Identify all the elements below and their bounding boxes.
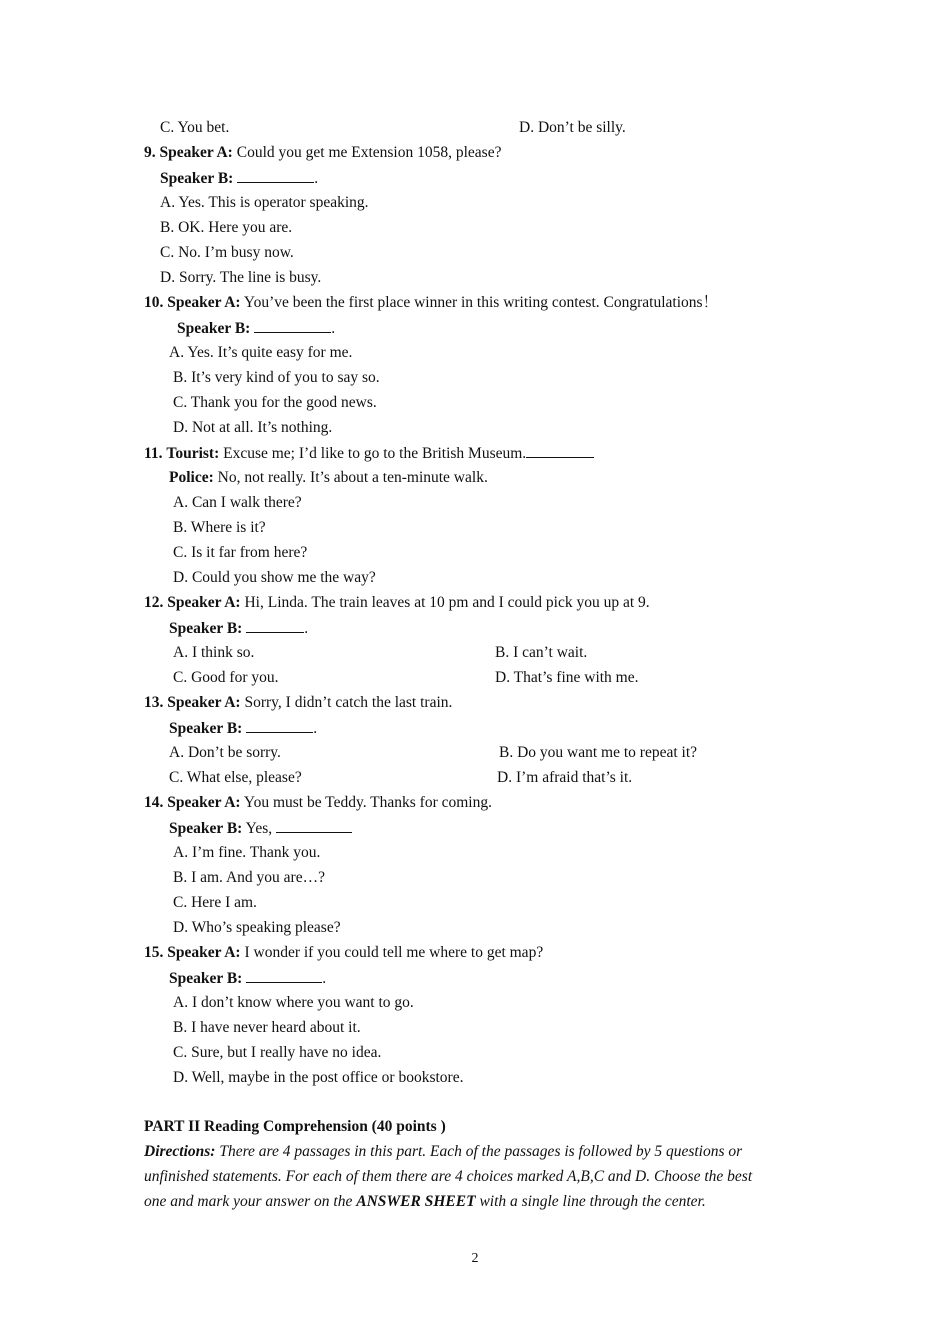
q11-police-label: Police: <box>169 469 214 486</box>
q10-option-b: B. It’s very kind of you to say so. <box>173 369 380 386</box>
q15-speaker-a-label: Speaker A: <box>167 944 241 961</box>
q11-answer-blank <box>526 443 594 458</box>
q12-option-c: C. Good for you. <box>173 669 279 686</box>
q11-police-text: No, not really. It’s about a ten-minute walk. <box>217 469 488 486</box>
q15-response <box>169 968 326 989</box>
q15-option-d: D. Well, maybe in the post office or bookstore. <box>173 1069 464 1086</box>
q14-response <box>169 818 352 839</box>
q11-tourist-text: Excuse me; I’d like to go to the British Museum. <box>223 445 527 462</box>
q10-option-a: A. Yes. It’s quite easy for me. <box>169 344 353 361</box>
q13-option-d: D. I’m afraid that’s it. <box>497 769 633 786</box>
q15-prompt <box>144 943 543 963</box>
q11-number: 11. <box>144 445 163 462</box>
q13-answer-blank <box>246 718 313 733</box>
q9-suffix: . <box>314 170 319 187</box>
q9-speaker-a-label: Speaker A: <box>159 144 233 161</box>
q12-number: 12. <box>144 594 164 611</box>
q13-speaker-a-text: Sorry, I didn’t catch the last train. <box>244 694 453 711</box>
q8-option-d: D. Don’t be silly. <box>519 119 626 136</box>
q12-speaker-a-text: Hi, Linda. The train leaves at 10 pm and I could pick you up at 9. <box>244 594 650 611</box>
q10-number: 10. <box>144 294 164 311</box>
q10-answer-blank <box>254 318 331 333</box>
q9-speaker-a-text: Could you get me Extension 1058, please? <box>236 144 502 161</box>
q9-speaker-b-label: Speaker B: <box>160 170 234 187</box>
q14-option-c: C. Here I am. <box>173 894 257 911</box>
q14-prompt <box>144 793 492 813</box>
answer-sheet-label: ANSWER SHEET <box>356 1193 476 1210</box>
q9-answer-blank <box>237 168 314 183</box>
part2-heading: PART II Reading Comprehension (40 points ) <box>144 1118 446 1135</box>
part2-directions-line1 <box>144 1142 742 1162</box>
q14-option-d: D. Who’s speaking please? <box>173 919 341 936</box>
q14-speaker-b-text: Yes, <box>245 820 273 837</box>
q15-option-b: B. I have never heard about it. <box>173 1019 361 1036</box>
q9-response <box>160 168 318 189</box>
q10-speaker-b-label: Speaker B: <box>177 320 251 337</box>
q13-speaker-b-label: Speaker B: <box>169 720 243 737</box>
q10-option-d: D. Not at all. It’s nothing. <box>173 419 333 436</box>
q11-option-a: A. Can I walk there? <box>173 494 302 511</box>
q11-tourist-label: Tourist: <box>166 445 220 462</box>
q10-response <box>177 318 335 339</box>
q12-prompt <box>144 593 650 613</box>
q15-option-a: A. I don’t know where you want to go. <box>173 994 414 1011</box>
q11-option-b: B. Where is it? <box>173 519 266 536</box>
q12-response <box>169 618 308 639</box>
q11-prompt <box>144 443 594 464</box>
q8-option-c: C. You bet. <box>160 119 230 136</box>
q12-option-b: B. I can’t wait. <box>495 644 588 661</box>
q11-response <box>169 468 488 488</box>
part2-directions-line2: unfinished statements. For each of them there are 4 choices marked A,B,C and D. Choose the best <box>144 1168 753 1185</box>
q13-option-b: B. Do you want me to repeat it? <box>499 744 698 761</box>
q14-speaker-a-text: You must be Teddy. Thanks for coming. <box>243 794 492 811</box>
q12-speaker-b-label: Speaker B: <box>169 620 243 637</box>
q9-option-b: B. OK. Here you are. <box>160 219 293 236</box>
q14-speaker-a-label: Speaker A: <box>167 794 241 811</box>
directions-label: Directions: <box>144 1143 216 1160</box>
part2-directions-line3 <box>144 1192 706 1212</box>
q11-option-d: D. Could you show me the way? <box>173 569 376 586</box>
q12-option-d: D. That’s fine with me. <box>495 669 639 686</box>
q13-suffix: . <box>313 720 318 737</box>
q10-suffix: . <box>331 320 336 337</box>
q13-number: 13. <box>144 694 164 711</box>
q14-speaker-b-label: Speaker B: <box>169 820 243 837</box>
q9-option-c: C. No. I’m busy now. <box>160 244 294 261</box>
q12-answer-blank <box>246 618 304 633</box>
q10-speaker-a-text: You’ve been the first place winner in this writing contest. Congratulations！ <box>243 294 719 311</box>
q14-number: 14. <box>144 794 164 811</box>
q13-speaker-a-label: Speaker A: <box>167 694 241 711</box>
q9-option-a: A. Yes. This is operator speaking. <box>160 194 369 211</box>
q9-number: 9. <box>144 144 156 161</box>
page-number: 2 <box>471 1251 479 1266</box>
q14-answer-blank <box>276 818 352 833</box>
q15-number: 15. <box>144 944 164 961</box>
directions-text-1: There are 4 passages in this part. Each of the passages is followed by 5 questions or <box>219 1143 743 1160</box>
q10-prompt <box>144 293 718 313</box>
q13-option-a: A. Don’t be sorry. <box>169 744 281 761</box>
q10-speaker-a-label: Speaker A: <box>167 294 241 311</box>
q9-prompt <box>144 143 501 163</box>
q15-speaker-b-label: Speaker B: <box>169 970 243 987</box>
q13-prompt <box>144 693 452 713</box>
q12-option-a: A. I think so. <box>173 644 255 661</box>
q12-suffix: . <box>304 620 309 637</box>
directions-text-3b: with a single line through the center. <box>479 1193 706 1210</box>
q10-option-c: C. Thank you for the good news. <box>173 394 377 411</box>
q15-answer-blank <box>246 968 322 983</box>
directions-text-3a: one and mark your answer on the <box>144 1193 353 1210</box>
q13-response <box>169 718 317 739</box>
q9-option-d: D. Sorry. The line is busy. <box>160 269 322 286</box>
q14-option-b: B. I am. And you are…? <box>173 869 325 886</box>
q14-option-a: A. I’m fine. Thank you. <box>173 844 321 861</box>
q15-option-c: C. Sure, but I really have no idea. <box>173 1044 382 1061</box>
q12-speaker-a-label: Speaker A: <box>167 594 241 611</box>
q15-speaker-a-text: I wonder if you could tell me where to get map? <box>244 944 544 961</box>
q13-option-c: C. What else, please? <box>169 769 302 786</box>
q11-option-c: C. Is it far from here? <box>173 544 308 561</box>
q15-suffix: . <box>322 970 327 987</box>
